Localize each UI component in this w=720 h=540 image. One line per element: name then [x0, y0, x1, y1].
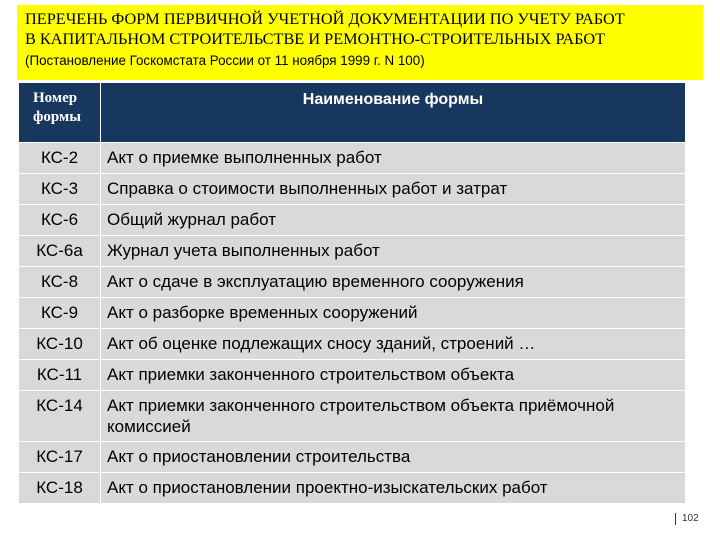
table-row: [19, 298, 686, 329]
table-row: [19, 360, 686, 391]
form-name: Акт об оценке подлежащих сносу зданий, строений …: [101, 329, 686, 360]
form-code: КС-18: [19, 473, 101, 504]
column-header-name: Наименование формы: [101, 83, 686, 143]
form-name: Акт о приемке выполненных работ: [101, 143, 686, 174]
form-name: Акт о разборке временных сооружений: [101, 298, 686, 329]
form-name: Акт о приостановлении проектно-изыскательских работ: [101, 473, 686, 504]
table-row: [19, 442, 686, 473]
form-code: КС-10: [19, 329, 101, 360]
page-subtitle: (Постановление Госкомстата России от 11 ноября 1999 г. N 100): [25, 53, 425, 68]
table-row: [19, 391, 686, 442]
form-code: КС-17: [19, 442, 101, 473]
form-name: Журнал учета выполненных работ: [101, 236, 686, 267]
table-row: [19, 236, 686, 267]
form-code: КС-9: [19, 298, 101, 329]
form-code: КС-2: [19, 143, 101, 174]
form-name: Акт приемки законченного строительством объекта приёмочной комиссией: [101, 391, 686, 442]
forms-table: [18, 82, 686, 504]
table-row: [19, 473, 686, 504]
form-name: Акт о сдаче в эксплуатацию временного сооружения: [101, 267, 686, 298]
form-name: Акт о приостановлении строительства: [101, 442, 686, 473]
form-name: Общий журнал работ: [101, 205, 686, 236]
page-title-line-1: ПЕРЕЧЕНЬ ФОРМ ПЕРВИЧНОЙ УЧЕТНОЙ ДОКУМЕНТАЦИИ ПО УЧЕТУ РАБОТ: [25, 9, 625, 28]
form-code: КС-3: [19, 174, 101, 205]
page-number: 102: [675, 513, 699, 525]
table-header-row: [19, 83, 686, 143]
title-banner: [17, 5, 703, 80]
form-name: Акт приемки законченного строительством объекта: [101, 360, 686, 391]
form-code: КС-8: [19, 267, 101, 298]
form-code: КС-11: [19, 360, 101, 391]
page-title-line-2: В КАПИТАЛЬНОМ СТРОИТЕЛЬСТВЕ И РЕМОНТНО-СТРОИТЕЛЬНЫХ РАБОТ: [25, 29, 606, 48]
table-row: [19, 143, 686, 174]
table-row: [19, 329, 686, 360]
column-header-code-line2: формы: [33, 109, 81, 125]
table-row: [19, 267, 686, 298]
form-code: КС-14: [19, 391, 101, 442]
column-header-code: [19, 83, 101, 143]
column-header-code-line1: Номер: [33, 90, 78, 106]
table-row: [19, 205, 686, 236]
form-name: Справка о стоимости выполненных работ и затрат: [101, 174, 686, 205]
table-row: [19, 174, 686, 205]
form-code: КС-6: [19, 205, 101, 236]
form-code: КС-6а: [19, 236, 101, 267]
